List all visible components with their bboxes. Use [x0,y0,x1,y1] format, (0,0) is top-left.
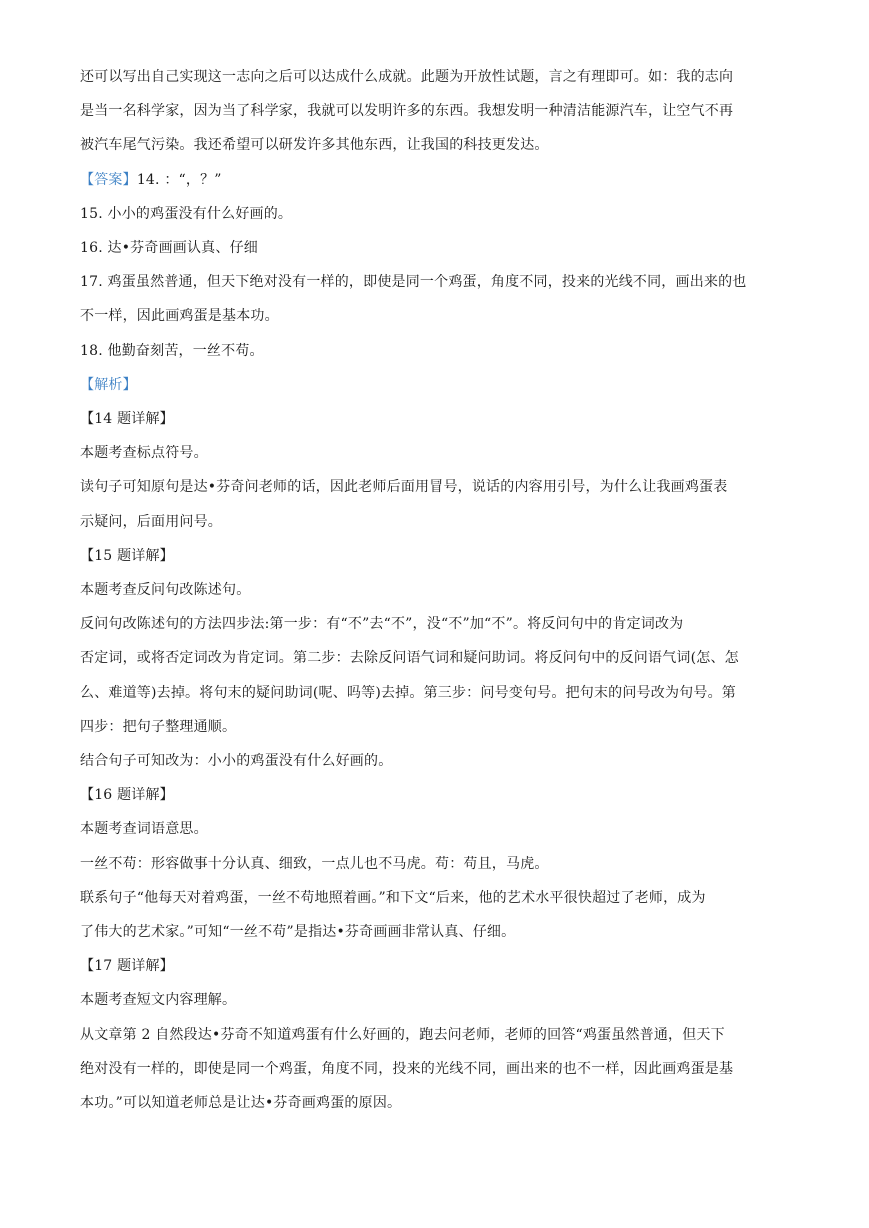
line-28: 本题考查短文内容理解。 [80,992,237,1009]
line-23: 本题考查词语意思。 [80,821,208,838]
answer-17-a: 17. 鸡蛋虽然普通，但天下绝对没有一样的，即使是同一个鸡蛋，角度不同，投来的光线不同，画出来的也 [80,274,747,291]
line-31: 本功。”可以知道老师总是让达•芬奇画鸡蛋的原因。 [80,1095,402,1112]
line-25: 联系句子“他每天对着鸡蛋，一丝不苟地照着画。”和下文“后来，他的艺术水平很快超过了老师，成为 [80,889,706,906]
line-3: 被汽车尾气污染。我还希望可以研发许多其他东西，让我国的科技更发达。 [80,137,549,154]
line-29: 从文章第 2 自然段达•芬奇不知道鸡蛋有什么好画的，跑去问老师，老师的回答“鸡蛋虽然普通，但天下 [80,1026,725,1043]
line-24: 一丝不苟：形容做事十分认真、细致，一点儿也不马虎。苟：苟且，马虎。 [80,855,549,872]
line-26: 了伟大的艺术家。”可知“一丝不苟”是指达•芬奇画画非常认真、仔细。 [80,924,516,941]
line-16: 本题考查反问句改陈述句。 [80,582,251,599]
line-1: 还可以写出自己实现这一志向之后可以达成什么成就。此题为开放性试题，言之有理即可。如：我的志向 [80,69,734,85]
line-13: 读句子可知原句是达•芬奇问老师的话，因此老师后面用冒号，说话的内容用引号，为什么让我画鸡蛋表 [80,479,728,496]
line-21: 结合句子可知改为：小小的鸡蛋没有什么好画的。 [80,753,393,770]
line-2: 是当一名科学家，因为当了科学家，我就可以发明许多的东西。我想发明一种清洁能源汽车，让空气不再 [80,103,734,120]
line-18: 否定词，或将否定词改为肯定词。第二步：去除反问语气词和疑问助词。将反问句中的反问语气词(怎、怎 [80,650,739,667]
line-19: 么、难道等)去掉。将句末的疑问助词(呢、吗等)去掉。第三步：问号变句号。把句末的问号改为句号。第 [80,684,736,701]
heading-17: 【17 题详解】 [80,958,174,975]
analysis-line [80,368,791,402]
line-17: 反问句改陈述句的方法四步法:第一步：有“不”去“不”，没“不”加“不”。将反问句中的肯定词改为 [80,616,684,633]
answer-line: 【答案】14. ：“，？” [80,171,222,188]
answer-tag: 【答案】 [80,171,137,188]
line-30: 绝对没有一样的，即使是同一个鸡蛋，角度不同，投来的光线不同，画出来的也不一样，因此画鸡蛋是基 [80,1060,734,1077]
analysis-tag: 【解析】 [80,376,137,393]
heading-15: 【15 题详解】 [80,547,174,564]
heading-14: 【14 题详解】 [80,411,174,428]
line-12: 本题考查标点符号。 [80,445,208,462]
heading-16: 【16 题详解】 [80,787,174,804]
line-14: 示疑问，后面用问号。 [80,513,222,530]
answer-16: 16. 达•芬奇画画认真、仔细 [80,240,258,257]
answer-17-b: 不一样，因此画鸡蛋是基本功。 [80,308,279,325]
answer-18: 18. 他勤奋刻苦，一丝不苟。 [80,342,264,359]
line-20: 四步：把句子整理通顺。 [80,718,237,735]
answer-15: 15. 小小的鸡蛋没有什么好画的。 [80,205,293,222]
